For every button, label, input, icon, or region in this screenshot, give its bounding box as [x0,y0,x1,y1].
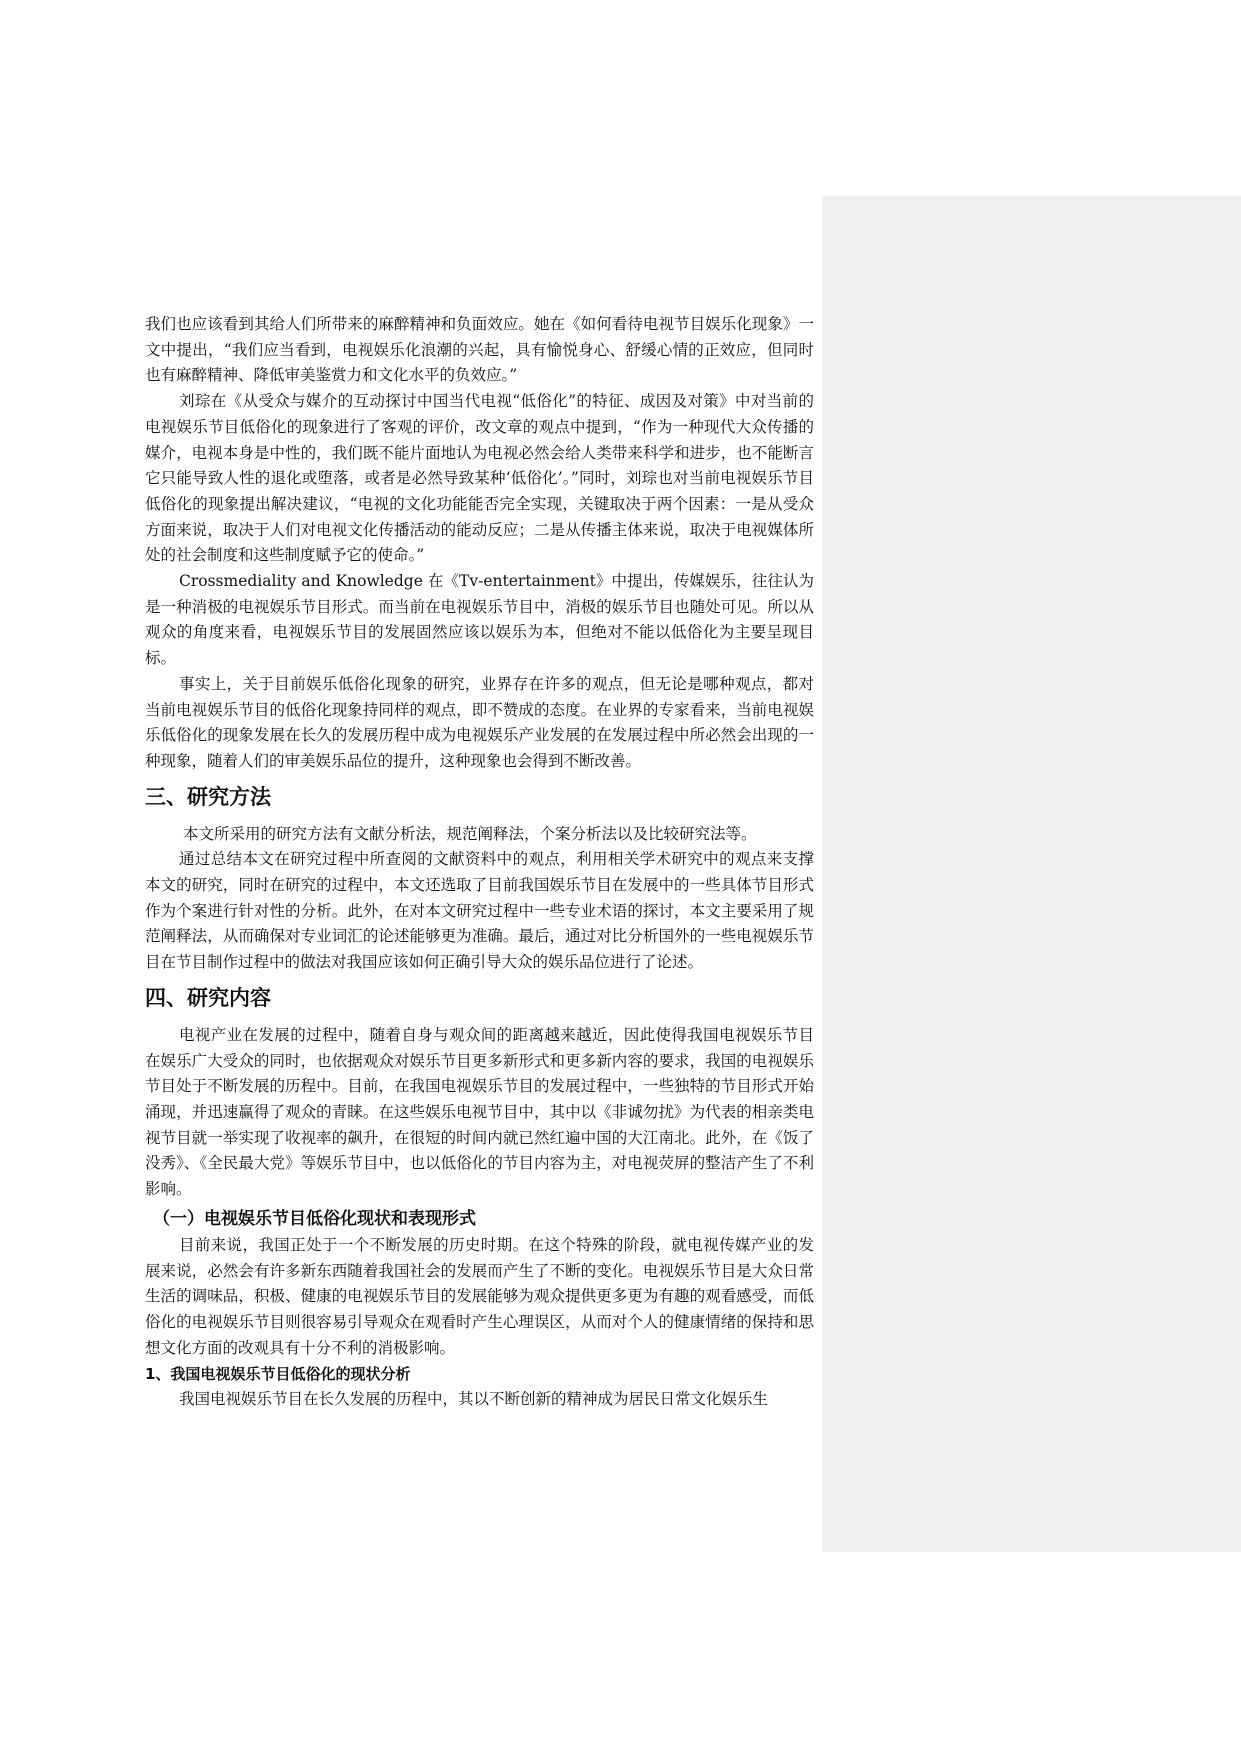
subsubheading-status-analysis: 1、我国电视娱乐节目低俗化的现状分析 [145,1365,411,1384]
paragraph-methods-list: 本文所采用的研究方法有文献分析法，规范阐释法，个案分析法以及比较研究法等。 [183,824,757,843]
paragraph-liu-cong: 刘琮在《从受众与媒介的互动探讨中国当代电视“低俗化”的特征、成因及对策》中对当前的电视娱乐节目低俗化的现象进行了客观的评价，改文章的观点中提到，“作为一种现代大众传播的媒介，电视本身是中性的，我们既不能片面地认为电视必然会给人类带来科学和进步，也不能断言它只能导致人性的退化或堕落，或者是必然导致某种‘低俗化’。”同时，刘琮也对当前电视娱乐节目低俗化的现象提出解决建议，“电视的文化功能能否完全实现，关键取决于两个因素：一是从受众方面来说，取决于人们对电视文化传播活动的能动反应；二是从传播主体来说，取决于电视媒体所处的社会制度和这些制度赋予它的使命。” [145,392,814,565]
paragraph-intro: 我们也应该看到其给人们所带来的麻醉精神和负面效应。她在《如何看待电视节目娱乐化现象》一文中提出，“我们应当看到，电视娱乐化浪潮的兴起，具有愉悦身心、舒缓心情的正效应，但同时也有麻醉精神、降低审美鉴赏力和文化水平的负效应。” [145,315,814,385]
paragraph-tv-industry: 电视产业在发展的过程中，随着自身与观众间的距离越来越近，因此使得我国电视娱乐节目在娱乐广大受众的同时，也依据观众对娱乐节目更多新形式和更多新内容的要求，我国的电视娱乐节目处于不断发展的历程中。目前，在我国电视娱乐节目的发展过程中，一些独特的节目形式开始涌现，并迅速赢得了观众的青睐。在这些娱乐电视节目中，其中以《非诚勿扰》为代表的相亲类电视节目就一举实现了收视率的飙升，在很短的时间内就已然红遍中国的大江南北。此外，在《饭了没秀》、《全民最大党》等娱乐节目中，也以低俗化的节目内容为主，对电视荧屏的整洁产生了不利影响。 [145,1025,814,1199]
paragraph-current-period: 目前来说，我国正处于一个不断发展的历史时期。在这个特殊的阶段，就电视传媒产业的发展来说，必然会有许多新东西随着我国社会的发展而产生了不断的变化。电视娱乐节目是大众日常生活的调味品，积极、健康的电视娱乐节目的发展能够为观众提供更多更为有趣的观看感受，而低俗化的电视娱乐节目则很容易引导观众在观看时产生心理误区，从而对个人的健康情绪的保持和思想文化方面的改观具有十分不利的消极影响。 [145,1235,814,1357]
heading-research-methods: 三、研究方法 [145,784,271,809]
heading-research-content: 四、研究内容 [145,985,271,1010]
paragraph-crossmediality: Crossmediality and Knowledge 在《Tv-entertainment》中提出，传媒娱乐，往往认为是一种消极的电视娱乐节目形式。而当前在电视娱乐节目中，消极的娱乐节目也随处可见。所以从观众的角度来看，电视娱乐节目的发展固然应该以娱乐为本，但绝对不能以低俗化为主要呈现目标。 [145,572,814,668]
subheading-status-forms: （一）电视娱乐节目低俗化现状和表现形式 [153,1208,476,1229]
paragraph-methods-detail: 通过总结本文在研究过程中所查阅的文献资料中的观点，利用相关学术研究中的观点来支撑本文的研究，同时在研究的过程中，本文还选取了目前我国娱乐节目在发展中的一些具体节目形式作为个案进行针对性的分析。此外，在对本文研究过程中一些专业术语的探讨，本文主要采用了规范阐释法，从而确保对专业词汇的论述能够更为准确。最后，通过对比分析国外的一些电视娱乐节目在节目制作过程中的做法对我国应该如何正确引导大众的娱乐品位进行了论述。 [145,850,814,972]
comment-margin-pane [822,196,1241,1552]
document-body [145,312,814,1413]
paragraph-industry-views: 事实上，关于目前娱乐低俗化现象的研究，业界存在许多的观点，但无论是哪种观点，都对当前电视娱乐节目的低俗化现象持同样的观点，即不赞成的态度。在业界的专家看来，当前电视娱乐低俗化的现象发展在长久的发展历程中成为电视娱乐产业发展的在发展过程中所必然会出现的一种现象，随着人们的审美娱乐品位的提升，这种现象也会得到不断改善。 [145,674,814,770]
paragraph-analysis-start: 我国电视娱乐节目在长久发展的历程中，其以不断创新的精神成为居民日常文化娱乐生 [179,1390,769,1409]
